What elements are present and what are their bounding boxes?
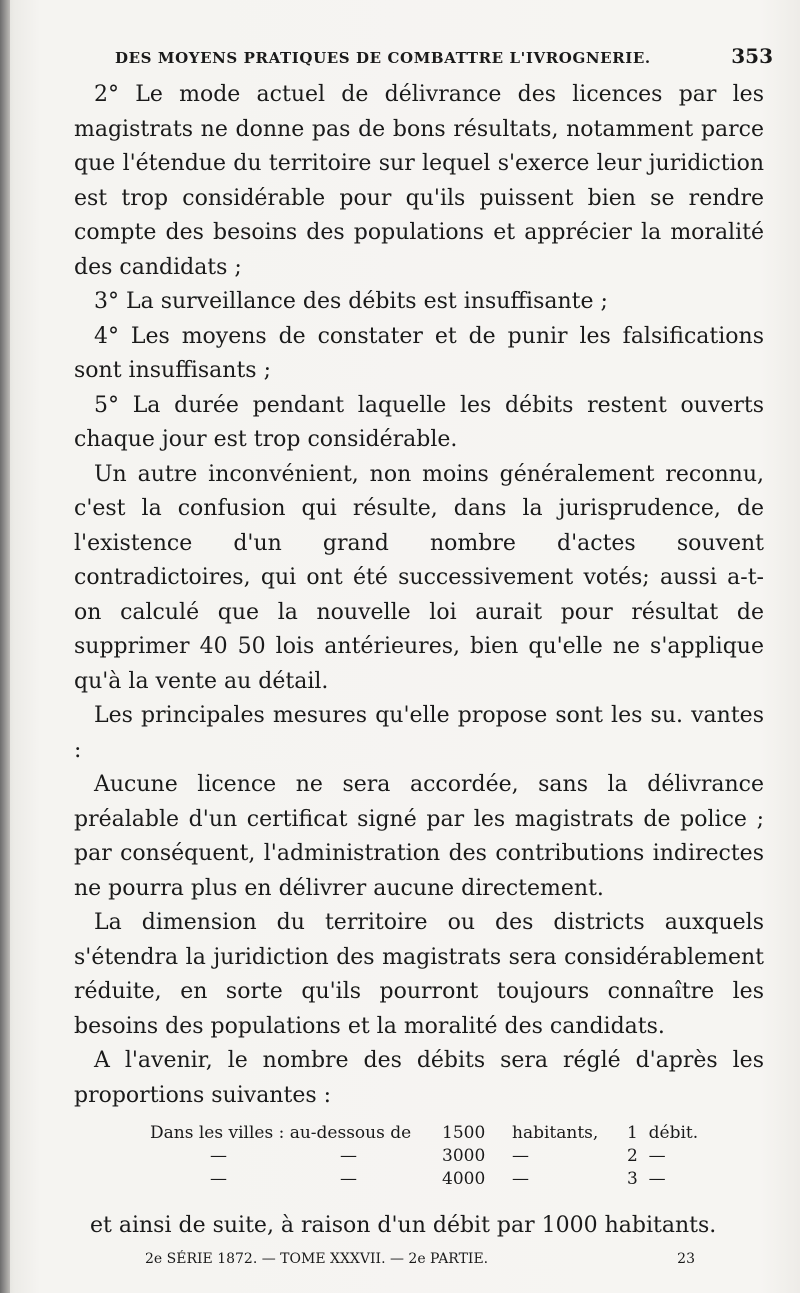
running-head (115, 44, 773, 68)
table-row (150, 1122, 710, 1145)
book-spine-shadow (0, 0, 10, 1293)
paragraph-avenir: A l'avenir, le nombre des débits sera réglé d'après les proportions suivantes : (74, 1048, 764, 1108)
page-number: 353 (731, 44, 773, 68)
sheet-number: 23 (677, 1251, 695, 1267)
table-row (150, 1168, 710, 1191)
population-unit: — (512, 1146, 529, 1166)
ditto-mark: — (340, 1169, 357, 1189)
printer-signature: 2e SÉRIE 1872. — TOME XXXVII. — 2e PARTIE. (145, 1251, 489, 1267)
debit-label: — (648, 1146, 666, 1166)
population-value: 1500 (442, 1123, 486, 1143)
ditto-mark: — (210, 1146, 227, 1166)
table-lead: Dans les villes : au-dessous de (150, 1123, 412, 1143)
closing-line: et ainsi de suite, à raison d'un débit par 1000 habitants. (90, 1213, 717, 1238)
ditto-mark: — (210, 1169, 227, 1189)
population-unit: — (512, 1169, 529, 1189)
debit-label: débit. (648, 1123, 699, 1143)
page-footer (145, 1251, 695, 1267)
population-value: 4000 (442, 1169, 486, 1189)
debit-count: 1 (627, 1123, 638, 1143)
population-value: 3000 (442, 1146, 486, 1166)
paragraph-inconvenient: Un autre inconvénient, non moins généralement reconnu, c'est la confusion qui résulte, dans la jurisprudence, de l'existence d'un grand nombre d'actes souvent contradictoires, qui ont été successivement votés; aussi a-t-on calculé que la nouvelle loi aurait pour résultat de supprimer 40 50 lois antérieures, bien qu'elle ne s'applique qu'à la vente au détail. (74, 461, 764, 694)
paragraph-mesures: Les principales mesures qu'elle propose sont les su. vantes : (74, 703, 764, 763)
table-row (150, 1145, 710, 1168)
debit-count: 3 (627, 1169, 638, 1189)
paragraph-licence-certificat: Aucune licence ne sera accordée, sans la délivrance préalable d'un certificat signé par les magistrats de police ; par conséquent, l'administration des contributions indirectes ne pourra plus en délivrer aucune directement. (74, 772, 764, 901)
debit-label: — (648, 1169, 666, 1189)
proportions-table (150, 1122, 710, 1191)
debit-count: 2 (627, 1146, 638, 1166)
paragraph-territoire: La dimension du territoire ou des districts auxquels s'étendra la juridiction des magistrats sera considérablement réduite, en sorte qu'ils pourront toujours connaître les besoins des populations et la moralité des candidats. (74, 910, 764, 1039)
main-text (74, 78, 764, 1113)
running-title: DES MOYENS PRATIQUES DE COMBATTRE L'IVROGNERIE. (115, 49, 651, 67)
paragraph-surveillance: 3° La surveillance des débits est insuffisante ; (94, 289, 608, 314)
paragraph-duree: 5° La durée pendant laquelle les débits restent ouverts chaque jour est trop considérable. (74, 392, 764, 452)
population-unit: habitants, (512, 1123, 599, 1143)
paragraph-falsifications: 4° Les moyens de constater et de punir les falsifications sont insuffisants ; (74, 323, 764, 383)
paragraph-licences: 2° Le mode actuel de délivrance des licences par les magistrats ne donne pas de bons résultats, notamment parce que l'étendue du territoire sur lequel s'exerce leur juridiction est trop considérable pour qu'ils puissent bien se rendre compte des besoins des populations et apprécier la moralité des candidats ; (74, 82, 764, 280)
ditto-mark: — (340, 1146, 357, 1166)
